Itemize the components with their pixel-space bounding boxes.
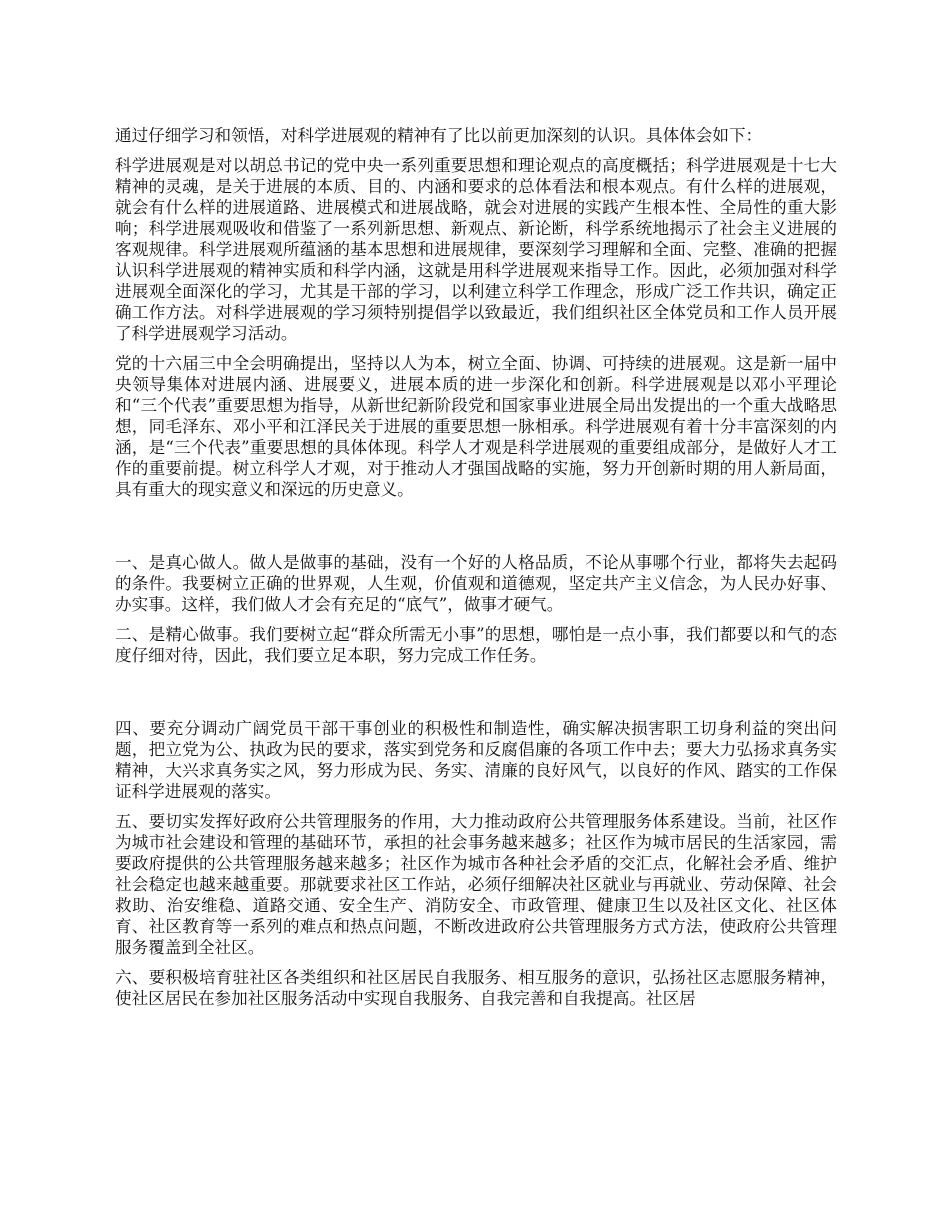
list-paragraph: 二、是精心做事。我们要树立起“群众所需无小事”的思想，哪怕是一点小事，我们都要以和气的态度仔细对待，因此，我们要立足本职，努力完成工作任务。 xyxy=(115,625,837,665)
intro-paragraph: 通过仔细学习和领悟，对科学进展观的精神有了比以前更加深刻的认识。具体体会如下： xyxy=(115,126,763,145)
blank-spacer xyxy=(115,675,837,718)
list-paragraph: 一、是真心做人。做人是做事的基础，没有一个好的人格品质，不论从事哪个行业，都将失去起码的条件。我要树立正确的世界观，人生观，价值观和道德观，坚定共产主义信念，为人民办好事、办实事。这样，我们做人才会有充足的“底气”，做事才硬气。 xyxy=(115,553,837,614)
body-paragraph: 党的十六届三中全会明确提出，坚持以人为本，树立全面、协调、可持续的进展观。这是新一届中央领导集体对进展内涵、进展要义，进展本质的进一步深化和创新。科学进展观是以邓小平理论和“三个代表”重要思想为指导，从新世纪新阶段党和国家事业进展全局出发提出的一个重大战略思想，同毛泽东、邓小平和江泽民关于进展的重要思想一脉相承。科学进展观有着十分丰富深刻的内涵，是“三个代表”重要思想的具体体现。科学人才观是科学进展观的重要组成部分，是做好人才工作的重要前提。树立科学人才观，对于推动人才强国战略的实施，努力开创新时期的用人新局面，具有重大的现实意义和深远的历史意义。 xyxy=(115,354,837,499)
body-paragraph: 科学进展观是对以胡总书记的党中央一系列重要思想和理论观点的高度概括；科学进展观是十七大精神的灵魂，是关于进展的本质、目的、内涵和要求的总体看法和根本观点。有什么样的进展观，就会有什么样的进展道路、进展模式和进展战略，就会对进展的实践产生根本性、全局性的重大影响；科学进展观吸收和借鉴了一系列新思想、新观点、新论断，科学系统地揭示了社会主义进展的客观规律。科学进展观所蕴涵的基本思想和进展规律，要深刻学习理解和全面、完整、准确的把握认识科学进展观的精神实质和科学内涵，这就是用科学进展观来指导工作。因此，必须加强对科学进展观全面深化的学习，尤其是干部的学习，以利建立科学工作理念，形成广泛工作共识，确定正确工作方法。对科学进展观的学习须特别提倡学以致最近，我们组织社区全体党员和工作人员开展了科学进展观学习活动。 xyxy=(115,156,837,343)
document-page xyxy=(115,125,837,1018)
blank-spacer xyxy=(115,509,837,552)
list-paragraph: 四、要充分调动广阔党员干部干事创业的积极性和制造性，确实解决损害职工切身利益的突出问题，把立党为公、执政为民的要求，落实到党务和反腐倡廉的各项工作中去；要大力弘扬求真务实精神，大兴求真务实之风，努力形成为民、务实、清廉的良好风气，以良好的作风、踏实的工作保证科学进展观的落实。 xyxy=(115,719,837,801)
list-paragraph: 六、要积极培育驻社区各类组织和社区居民自我服务、相互服务的意识，弘扬社区志愿服务精神，使社区居民在参加社区服务活动中实现自我服务、自我完善和自我提高。社区居 xyxy=(115,968,837,1008)
list-paragraph: 五、要切实发挥好政府公共管理服务的作用，大力推动政府公共管理服务体系建设。当前，社区作为城市社会建设和管理的基础环节，承担的社会事务越来越多；社区作为城市居民的生活家园，需要政府提供的公共管理服务越来越多；社区作为城市各种社会矛盾的交汇点，化解社会矛盾、维护社会稳定也越来越重要。那就要求社区工作站，必须仔细解决社区就业与再就业、劳动保障、社会救助、治安维稳、道路交通、安全生产、消防安全、市政管理、健康卫生以及社区文化、社区体育、社区教育等一系列的难点和热点问题，不断改进政府公共管理服务方式方法，使政府公共管理服务覆盖到全社区。 xyxy=(115,812,837,957)
